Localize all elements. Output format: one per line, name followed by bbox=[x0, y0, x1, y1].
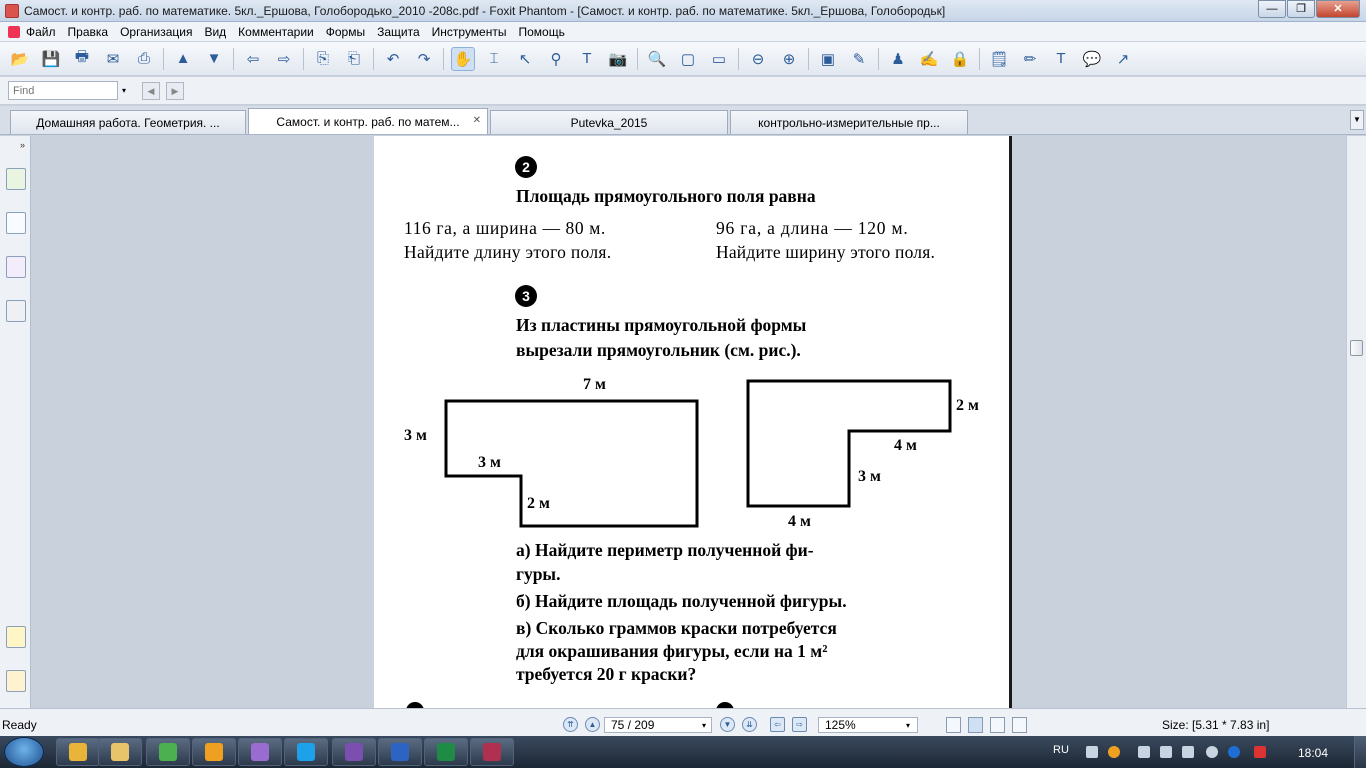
comments-panel-icon[interactable] bbox=[6, 626, 26, 648]
find-prev-button[interactable]: ◀ bbox=[142, 82, 160, 100]
tray-battery-icon[interactable] bbox=[1160, 746, 1172, 758]
text-select-icon[interactable]: ⌶ bbox=[489, 50, 499, 67]
redo-icon[interactable]: ↷ bbox=[417, 50, 431, 68]
scrollbar-thumb[interactable] bbox=[1350, 340, 1363, 356]
toolbar-separator bbox=[979, 48, 980, 70]
panel-collapse-icon[interactable]: » bbox=[20, 140, 26, 150]
tab-close-icon[interactable]: ✕ bbox=[472, 115, 481, 126]
previous-view-icon[interactable]: ⇦ bbox=[770, 717, 785, 732]
task3-question-a-line2: гуры. bbox=[516, 564, 561, 584]
fit-width-icon[interactable]: ▭ bbox=[711, 50, 727, 68]
continuous-view-icon[interactable] bbox=[968, 717, 983, 733]
window-title: Самост. и контр. раб. по математике. 5кл._Ершова, Голобородько_2010 -208c.pdf - Foxit Phantom - [Самост. и контр. раб. по математике. 5кл._Ершова, Голобородьк] bbox=[24, 3, 946, 18]
task3-question-b: б) Найдите площадь полученной фигуры. bbox=[516, 591, 847, 611]
title-bar bbox=[0, 0, 1366, 22]
textbox-icon[interactable]: T bbox=[1056, 50, 1066, 67]
tray-update-icon[interactable] bbox=[1228, 746, 1240, 758]
tab-control-materials[interactable] bbox=[730, 110, 968, 134]
winrar-icon bbox=[483, 743, 501, 761]
task3-title-line1: Из пластины прямоугольной формы bbox=[516, 315, 807, 335]
status-ready: Ready bbox=[2, 718, 37, 732]
show-desktop-button[interactable] bbox=[1354, 736, 1366, 768]
previous-page-icon[interactable]: ▲ bbox=[585, 717, 600, 732]
task2-left-line1: 116 га, а ширина — 80 м. bbox=[404, 218, 606, 238]
find-dropdown-icon[interactable]: ▾ bbox=[122, 86, 127, 95]
edit-icon[interactable]: ✎ bbox=[852, 50, 866, 68]
page-dropdown-icon[interactable]: ▾ bbox=[702, 721, 707, 730]
taskbar-visual-studio-button[interactable] bbox=[332, 738, 376, 766]
explorer-icon bbox=[111, 743, 129, 761]
tray-security-icon[interactable] bbox=[1254, 746, 1266, 758]
open-folder-icon[interactable]: 📂 bbox=[10, 50, 30, 68]
main-toolbar bbox=[0, 42, 1366, 76]
tab-list-dropdown-icon[interactable]: ▼ bbox=[1350, 110, 1364, 130]
menu-organize[interactable]: Организация bbox=[120, 24, 193, 39]
page-number-field[interactable]: 75 / 209 bbox=[604, 717, 712, 733]
page-size-readout: Size: [5.31 * 7.83 in] bbox=[1162, 718, 1270, 732]
toolbar-separator bbox=[373, 48, 374, 70]
toolbar-separator bbox=[303, 48, 304, 70]
sign-icon[interactable]: ✍ bbox=[919, 50, 939, 68]
task3-question-a-line1: а) Найдите периметр полученной фи- bbox=[516, 540, 814, 560]
zoom-plus-icon[interactable]: ⊕ bbox=[782, 50, 796, 68]
menu-edit[interactable]: Правка bbox=[67, 24, 109, 39]
arrow-icon[interactable]: ↗ bbox=[1116, 50, 1130, 68]
find-input[interactable] bbox=[8, 81, 118, 100]
document-menu-icon[interactable] bbox=[8, 26, 20, 38]
onenote-icon bbox=[251, 743, 269, 761]
pdf-page bbox=[374, 136, 1012, 708]
menu-view[interactable]: Вид bbox=[204, 24, 227, 39]
task-number-2: 2 bbox=[515, 156, 537, 178]
facing-view-icon[interactable] bbox=[990, 717, 1005, 733]
navigation-panel bbox=[0, 136, 31, 708]
toolbar-separator bbox=[443, 48, 444, 70]
task3-title-line2: вырезали прямоугольник (см. рис.). bbox=[516, 340, 801, 360]
fig2-label-right: 2 м bbox=[956, 397, 979, 414]
foxit-app-icon bbox=[5, 4, 19, 18]
first-page-icon[interactable]: ⇈ bbox=[563, 717, 578, 732]
binoculars-icon[interactable]: ⚲ bbox=[550, 50, 562, 68]
window-controls bbox=[1257, 0, 1360, 18]
toolbar-separator bbox=[637, 48, 638, 70]
fig2-label-inner-vertical: 3 м bbox=[858, 468, 881, 485]
find-next-button[interactable]: ▶ bbox=[166, 82, 184, 100]
tray-wifi-icon[interactable] bbox=[1206, 746, 1218, 758]
back-icon[interactable]: ⇦ bbox=[246, 50, 260, 68]
email-icon[interactable]: ✉ bbox=[106, 50, 120, 68]
fig1-label-left: 3 м bbox=[404, 427, 427, 444]
page-up-icon[interactable]: ▲ bbox=[175, 50, 191, 67]
tab-math-5th-grade[interactable] bbox=[248, 108, 488, 134]
taskbar-chrome-button[interactable] bbox=[56, 738, 100, 766]
menu-bar bbox=[0, 22, 1366, 41]
lock-icon[interactable]: 🔒 bbox=[950, 50, 970, 68]
last-page-icon[interactable]: ⇊ bbox=[742, 717, 757, 732]
print-icon[interactable]: 🖶 bbox=[74, 48, 90, 65]
document-tabs bbox=[0, 106, 1366, 135]
view-icon[interactable]: ▣ bbox=[820, 50, 836, 68]
next-view-icon[interactable]: ⇨ bbox=[792, 717, 807, 732]
toolbar-separator bbox=[233, 48, 234, 70]
taskbar-excel-button[interactable] bbox=[424, 738, 468, 766]
pointer-icon[interactable]: ↖ bbox=[518, 50, 532, 68]
menu-file[interactable]: Файл bbox=[26, 24, 56, 39]
tab-putevka[interactable] bbox=[490, 110, 728, 134]
menu-help[interactable]: Помощь bbox=[518, 24, 565, 39]
utorrent-icon bbox=[159, 743, 177, 761]
hand-icon[interactable]: ✋ bbox=[451, 47, 475, 71]
close-button[interactable]: ✕ bbox=[1316, 0, 1360, 18]
taskbar-onenote-button[interactable] bbox=[238, 738, 282, 766]
menu-tools[interactable]: Инструменты bbox=[431, 24, 507, 39]
scan-icon[interactable]: ⎙ bbox=[137, 50, 150, 67]
excel-icon bbox=[437, 743, 455, 761]
document-view[interactable] bbox=[32, 136, 1345, 708]
figure-2-outline bbox=[748, 381, 950, 506]
tab-label: Putevka_2015 bbox=[570, 115, 648, 130]
extract-icon[interactable]: ⎘ bbox=[316, 50, 329, 67]
note-icon[interactable]: 🗒 bbox=[989, 50, 1009, 68]
taskbar-word-button[interactable] bbox=[378, 738, 422, 766]
fig2-label-bottom: 4 м bbox=[788, 513, 811, 530]
menu-forms[interactable]: Формы bbox=[325, 24, 366, 39]
task3-question-c-line3: требуется 20 г краски? bbox=[516, 664, 697, 684]
task2-right-line1: 96 га, а длина — 120 м. bbox=[716, 218, 909, 238]
comment-icon[interactable]: 💬 bbox=[1082, 50, 1102, 68]
chrome-icon bbox=[69, 743, 87, 761]
tab-label: Домашняя работа. Геометрия. ... bbox=[36, 115, 220, 130]
snapshot-icon[interactable]: 📷 bbox=[608, 50, 628, 68]
minimize-button[interactable]: — bbox=[1258, 0, 1286, 18]
fig1-label-inner-vertical: 2 м bbox=[527, 495, 550, 512]
status-bar bbox=[0, 708, 1366, 736]
toolbar-separator bbox=[808, 48, 809, 70]
zoom-out-icon[interactable]: ⊖ bbox=[751, 50, 765, 68]
signatures-icon[interactable] bbox=[6, 256, 26, 278]
attachments-icon[interactable] bbox=[6, 670, 26, 692]
vertical-scrollbar[interactable] bbox=[1346, 136, 1366, 708]
page-down-icon[interactable]: ▼ bbox=[206, 50, 222, 67]
tray-volume-icon[interactable] bbox=[1182, 746, 1194, 758]
task-number-3: 3 bbox=[515, 285, 537, 307]
typewriter-icon[interactable]: T bbox=[582, 50, 592, 67]
fit-page-icon[interactable]: ▢ bbox=[680, 50, 696, 68]
taskbar-utorrent-button[interactable] bbox=[146, 738, 190, 766]
taskbar-skype-button[interactable] bbox=[284, 738, 328, 766]
continuous-facing-view-icon[interactable] bbox=[1012, 717, 1027, 733]
toolbar-separator bbox=[163, 48, 164, 70]
pages-icon[interactable] bbox=[6, 212, 26, 234]
bookmarks-icon[interactable] bbox=[6, 168, 26, 190]
toolbar-separator bbox=[738, 48, 739, 70]
insert-icon[interactable]: ⎗ bbox=[347, 50, 360, 67]
find-bar bbox=[0, 77, 1366, 105]
taskbar-explorer-button[interactable] bbox=[98, 738, 142, 766]
menu-protect[interactable]: Защита bbox=[377, 24, 420, 39]
fig2-label-inner-horizontal: 4 м bbox=[894, 437, 917, 454]
taskbar-winrar-button[interactable] bbox=[470, 738, 514, 766]
save-icon[interactable]: 💾 bbox=[41, 50, 61, 68]
fig1-label-top: 7 м bbox=[583, 376, 606, 393]
task2-left-line2: Найдите длину этого поля. bbox=[404, 242, 612, 262]
task3-question-c-line2: для окрашивания фигуры, если на 1 м² bbox=[516, 641, 828, 661]
forward-icon[interactable]: ⇨ bbox=[277, 50, 291, 68]
task2-right-line2: Найдите ширину этого поля. bbox=[716, 242, 936, 262]
task2-title: Площадь прямоугольного поля равна bbox=[516, 186, 816, 206]
toolbar-separator bbox=[878, 48, 879, 70]
media-icon bbox=[205, 743, 223, 761]
tab-homework-geometry[interactable] bbox=[10, 110, 246, 134]
tray-network-icon[interactable] bbox=[1086, 746, 1098, 758]
tray-app-icon[interactable] bbox=[1108, 746, 1120, 758]
zoom-dropdown-icon[interactable]: ▾ bbox=[906, 721, 911, 730]
task3-question-c-line1: в) Сколько граммов краски потребуется bbox=[516, 618, 837, 638]
windows-taskbar bbox=[0, 736, 1366, 768]
visual-studio-icon bbox=[345, 743, 363, 761]
taskbar-media-button[interactable] bbox=[192, 738, 236, 766]
maximize-button[interactable]: ❐ bbox=[1287, 0, 1315, 18]
next-page-icon[interactable]: ▼ bbox=[720, 717, 735, 732]
layers-icon[interactable] bbox=[6, 300, 26, 322]
undo-icon[interactable]: ↶ bbox=[386, 50, 400, 68]
tray-flag-icon[interactable] bbox=[1138, 746, 1150, 758]
stamp-icon[interactable]: ♟ bbox=[891, 50, 905, 68]
windows-start-button[interactable] bbox=[4, 737, 44, 767]
zoom-in-icon[interactable]: 🔍 bbox=[647, 50, 667, 68]
menu-comments[interactable]: Комментарии bbox=[238, 24, 314, 39]
zoom-level-field[interactable]: 125% bbox=[818, 717, 918, 733]
single-page-view-icon[interactable] bbox=[946, 717, 961, 733]
tray-language-indicator[interactable]: RU bbox=[1053, 744, 1069, 756]
tab-label: Самост. и контр. раб. по матем... bbox=[276, 114, 460, 129]
highlight-icon[interactable]: ✏ bbox=[1023, 50, 1037, 68]
fig1-label-inner-horizontal: 3 м bbox=[478, 454, 501, 471]
skype-icon bbox=[297, 743, 315, 761]
word-icon bbox=[391, 743, 409, 761]
tray-clock[interactable]: 18:04 bbox=[1298, 746, 1329, 760]
tab-label: контрольно-измерительные пр... bbox=[758, 115, 940, 130]
